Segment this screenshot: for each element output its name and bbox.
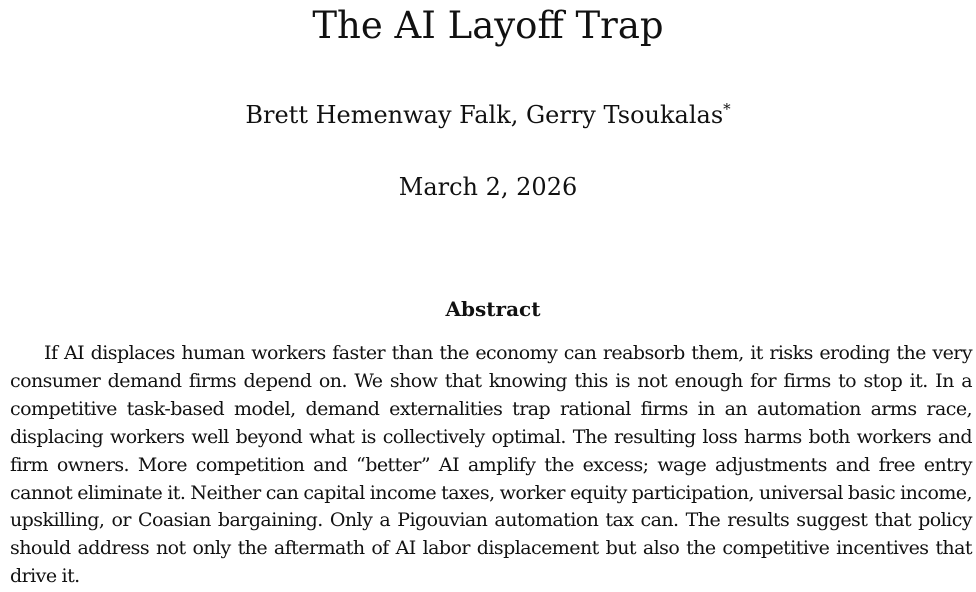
author-names: Brett Hemenway Falk, Gerry Tsoukalas — [245, 101, 724, 129]
publication-date: March 2, 2026 — [398, 173, 578, 201]
author-footnote-mark[interactable]: * — [723, 100, 731, 118]
abstract-heading: Abstract — [445, 297, 541, 321]
abstract-text: If AI displaces human workers faster than the economy can reabsorb them, it risks eroding the very consumer demand firms depend on. We show that knowing this is not enough for firms to stop it. In a competitive task-based model, demand externalities trap rational firms in an automation arms race, displacing workers well beyond what is collectively optimal. The resulting loss harms both workers and firm owners. More competition and “better” AI amplify the excess; wage adjustments and free entry cannot eliminate it. Neither can capital income taxes, worker equity participation, universal basic income, upskilling, or Coasian bargaining. Only a Pigouvian automation tax can. The results suggest that policy should address not only the aftermath of AI labor displacement but also the competitive incentives that drive it. — [10, 342, 972, 588]
author-line — [0, 100, 976, 130]
paper-title: The AI Layoff Trap — [312, 4, 664, 47]
